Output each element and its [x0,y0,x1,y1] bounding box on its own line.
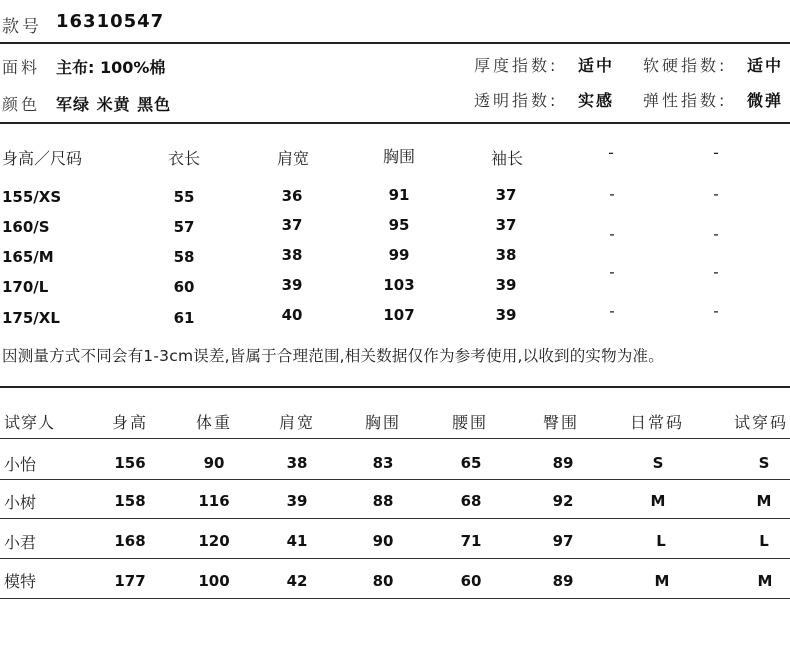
fit-header-tester: 试穿人 [4,413,56,432]
fit-row-4-weight: 100 [198,572,230,590]
size-row-s-size: 160/S [2,218,50,236]
size-row-xs-size: 155/XS [2,188,62,206]
divider-top [0,42,790,44]
fit-row-2-waist: 68 [460,492,482,510]
style-no-value: 16310547 [56,11,165,32]
style-no-label: 款号 [2,17,42,37]
size-row-s-length: 57 [173,218,195,236]
fit-row-4-chest: 80 [372,572,394,590]
size-header-height-size: 身高／尺码 [2,149,83,168]
size-row-m-shoulder: 38 [281,246,303,264]
fit-row-1-name: 小怡 [4,455,37,474]
fit-row-2-trial-size: M [756,492,772,510]
fit-row-4-waist: 60 [460,572,482,590]
size-row-l-blank-2: - [713,302,719,320]
size-header-shoulder: 肩宽 [276,149,310,168]
size-row-xl-shoulder: 40 [281,306,303,324]
fit-header-weight: 体重 [195,413,233,432]
size-row-xs-sleeve: 37 [495,186,517,204]
size-row-xs-shoulder: 36 [281,187,303,205]
size-row-s-blank-2: - [713,225,719,243]
fabric-label: 面料 [2,58,41,77]
fit-row-3-daily-size: L [656,532,666,550]
fit-header-trial-size: 试穿码 [733,413,789,432]
fit-header-chest: 胸围 [364,413,402,432]
size-row-xs-blank-2: - [713,185,719,203]
size-row-xl-size: 175/XL [2,309,60,327]
size-row-m-size: 165/M [2,248,54,266]
size-row-m-sleeve: 38 [495,246,517,264]
size-row-xl-length: 61 [173,309,195,327]
transparency-index-value: 实感 [578,91,615,110]
size-row-xl-sleeve: 39 [495,306,517,324]
fit-row-4-height: 177 [114,572,146,590]
size-header-length: 衣长 [167,149,201,168]
softness-index-label: 软硬指数: [643,56,728,75]
fit-row-4-trial-size: M [757,572,773,590]
divider-mid [0,122,790,124]
size-row-xs-blank-1: - [609,185,615,203]
fit-row-2-weight: 116 [198,492,230,510]
size-header-sleeve: 袖长 [490,149,524,168]
fit-divider-bottom [0,598,790,599]
size-row-l-blank-1: - [609,302,615,320]
fabric-value: 主布: 100%棉 [56,58,166,77]
fit-row-3-waist: 71 [460,532,482,550]
size-row-xl-chest: 107 [383,306,415,324]
fit-row-3-hip: 97 [552,532,574,550]
size-row-l-shoulder: 39 [281,276,303,294]
size-row-m-blank-1: - [609,263,615,281]
fit-row-2-height: 158 [114,492,146,510]
fit-divider-3 [0,558,790,559]
fit-header-height: 身高 [111,413,149,432]
size-row-l-sleeve: 39 [495,276,517,294]
fit-row-1-chest: 83 [372,454,394,472]
size-row-s-chest: 95 [388,216,410,234]
size-header-blank-1: - [608,143,614,162]
size-row-l-chest: 103 [383,276,415,294]
fit-row-1-height: 156 [114,454,146,472]
size-row-xs-chest: 91 [388,186,410,204]
elasticity-index-value: 微弹 [747,91,784,110]
fit-row-3-weight: 120 [198,532,230,550]
size-row-s-blank-1: - [609,225,615,243]
size-row-m-length: 58 [173,248,195,266]
fit-row-4-daily-size: M [654,572,670,590]
size-row-m-blank-2: - [713,263,719,281]
fit-row-3-name: 小君 [4,533,37,552]
fit-row-3-height: 168 [114,532,146,550]
fit-row-3-shoulder: 41 [286,532,308,550]
fit-divider-header [0,438,790,439]
size-row-l-size: 170/L [2,278,49,296]
size-row-l-length: 60 [173,278,195,296]
thickness-index-value: 适中 [578,56,615,75]
fit-divider-1 [0,479,790,480]
fit-header-daily-size: 日常码 [629,413,685,432]
colors-label: 颜色 [2,95,41,114]
fit-header-hip: 臀围 [542,413,580,432]
size-header-blank-2: - [713,143,719,162]
fit-divider-2 [0,518,790,519]
softness-index-value: 适中 [747,56,784,75]
size-row-m-chest: 99 [388,246,410,264]
size-row-xs-length: 55 [173,188,195,206]
fit-row-2-hip: 92 [552,492,574,510]
fit-row-1-waist: 65 [460,454,482,472]
fit-header-waist: 腰围 [451,413,489,432]
measurement-note: 因测量方式不同会有1-3cm误差,皆属于合理范围,相关数据仅作为参考使用,以收到的实物为准。 [2,347,664,365]
fit-row-4-name: 模特 [4,572,37,591]
fit-row-1-hip: 89 [552,454,574,472]
elasticity-index-label: 弹性指数: [643,91,728,110]
fit-row-2-daily-size: M [650,492,666,510]
size-header-chest: 胸围 [382,147,416,166]
fit-row-4-hip: 89 [552,572,574,590]
size-row-s-shoulder: 37 [281,216,303,234]
colors-value: 军绿 米黄 黑色 [56,95,172,114]
transparency-index-label: 透明指数: [474,91,559,110]
fit-row-2-chest: 88 [372,492,394,510]
fit-row-4-shoulder: 42 [286,572,308,590]
fit-row-3-trial-size: L [759,532,769,550]
fit-row-2-name: 小树 [4,493,37,512]
fit-row-1-daily-size: S [652,454,664,472]
fit-row-3-chest: 90 [372,532,394,550]
thickness-index-label: 厚度指数: [474,56,559,75]
fit-row-2-shoulder: 39 [286,492,308,510]
fit-row-1-trial-size: S [758,454,770,472]
fit-row-1-shoulder: 38 [286,454,308,472]
fit-header-shoulder: 肩宽 [278,413,316,432]
divider-fit-top [0,386,790,388]
size-row-s-sleeve: 37 [495,216,517,234]
fit-row-1-weight: 90 [203,454,225,472]
